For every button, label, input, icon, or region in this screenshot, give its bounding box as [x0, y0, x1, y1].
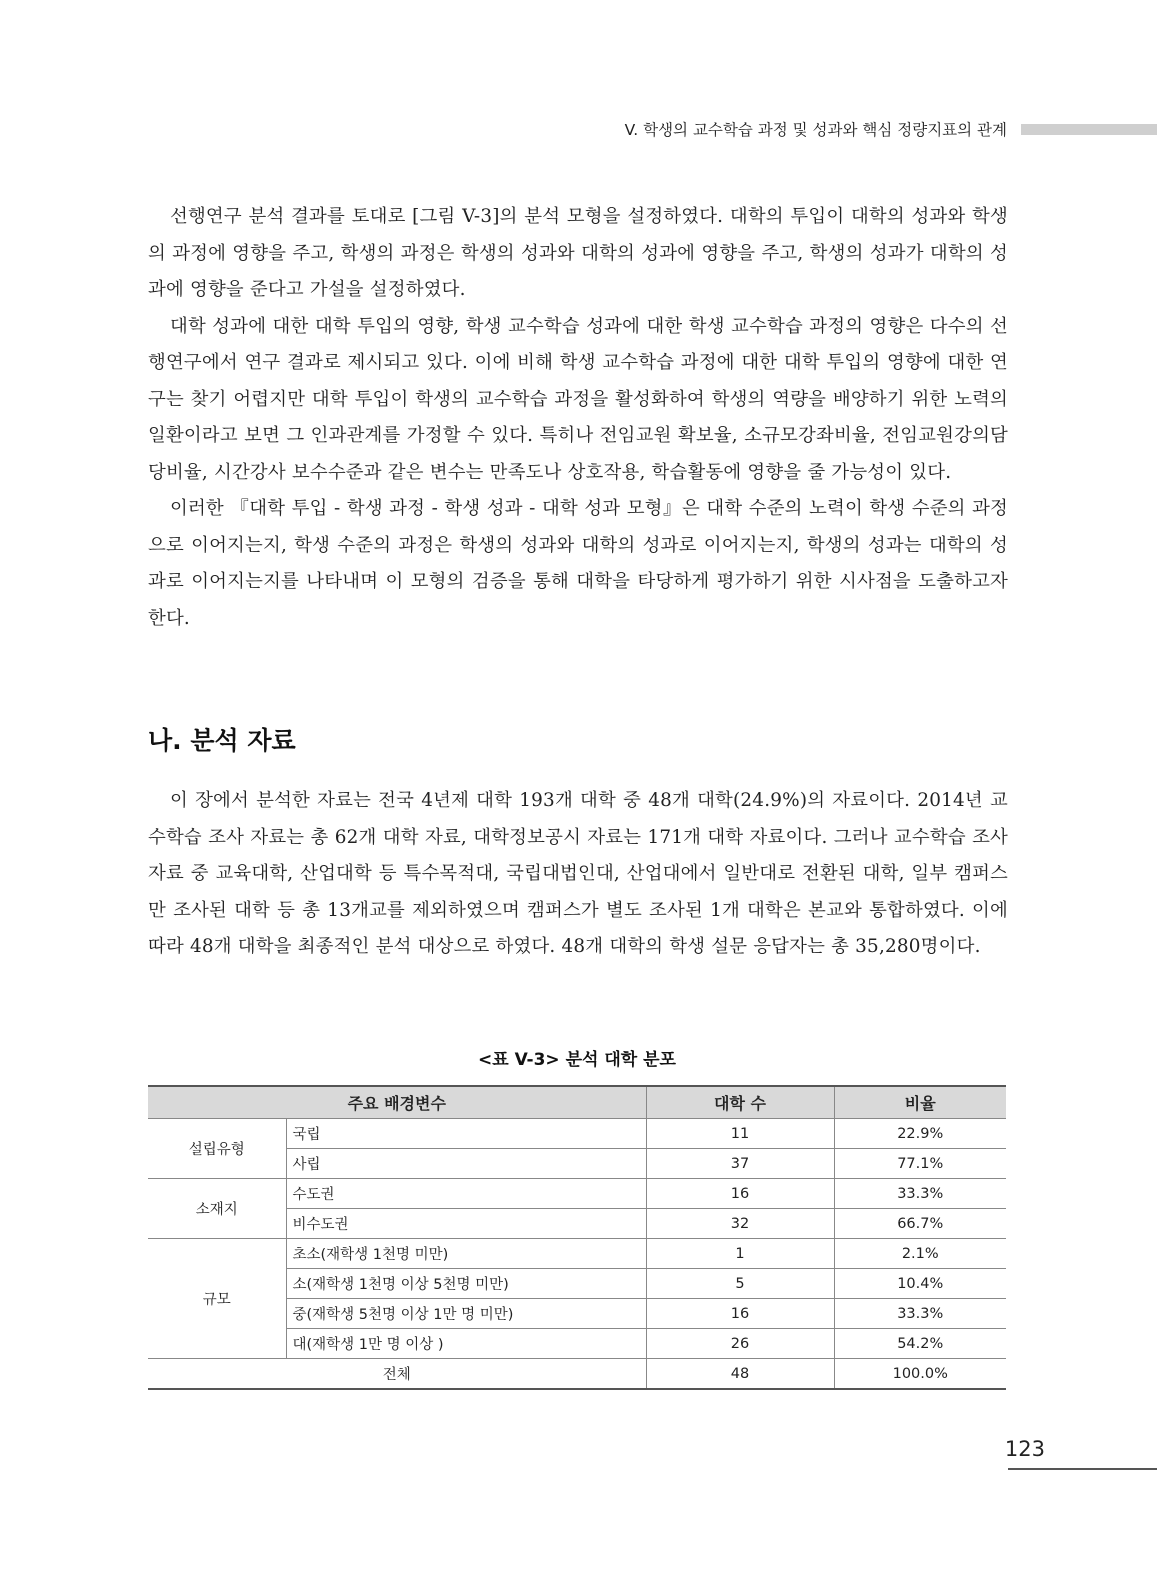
count-cell: 32 [646, 1209, 834, 1239]
table-total-row [148, 1359, 1006, 1390]
count-cell: 11 [646, 1119, 834, 1149]
total-ratio: 100.0% [834, 1359, 1006, 1390]
count-cell: 1 [646, 1239, 834, 1269]
section-body-model [148, 199, 1008, 637]
row-label: 비수도권 [286, 1209, 646, 1239]
column-header: 비율 [834, 1086, 1006, 1119]
column-header: 주요 배경변수 [148, 1086, 646, 1119]
ratio-cell: 22.9% [834, 1119, 1006, 1149]
ratio-cell: 66.7% [834, 1209, 1006, 1239]
group-label: 설립유형 [148, 1119, 286, 1179]
total-count: 48 [646, 1359, 834, 1390]
ratio-cell: 2.1% [834, 1239, 1006, 1269]
table-header-row [148, 1086, 1006, 1119]
page-number: 123 [1004, 1437, 1045, 1461]
paragraph: 이러한 『대학 투입 - 학생 과정 - 학생 성과 - 대학 성과 모형』은 대학 수준의 노력이 학생 수준의 과정으로 이어지는지, 학생 수준의 과정은 학생의 성과와 대학의 성과로 이어지는지, 학생의 성과는 대학의 성과로 이어지는지를 나타내며 이 모형의 검증을 통해 대학을 타당하게 평가하기 위한 시사점을 도출하고자 한다. [148, 498, 1008, 629]
group-label: 규모 [148, 1239, 286, 1359]
row-label: 소(재학생 1천명 이상 5천명 미만) [286, 1269, 646, 1299]
row-label: 사립 [286, 1149, 646, 1179]
paragraph: 대학 성과에 대한 대학 투입의 영향, 학생 교수학습 성과에 대한 학생 교수학습 과정의 영향은 다수의 선행연구에서 연구 결과로 제시되고 있다. 이에 비해 학생 교수학습 과정에 대한 대학 투입의 영향에 대한 연구는 찾기 어렵지만 대학 투입이 학생의 교수학습 과정을 활성화하여 학생의 역량을 배양하기 위한 노력의 일환이라고 보면 그 인과관계를 가정할 수 있다. 특히나 전임교원 확보율, 소규모강좌비율, 전임교원강의담당비율, 시간강사 보수수준과 같은 변수는 만족도나 상호작용, 학습활동에 영향을 줄 가능성이 있다. [148, 315, 1008, 483]
section-heading: 나. 분석 자료 [148, 726, 296, 755]
table-row [148, 1239, 1006, 1269]
section-body-data [148, 783, 1008, 966]
row-label: 초소(재학생 1천명 미만) [286, 1239, 646, 1269]
count-cell: 37 [646, 1149, 834, 1179]
distribution-table [148, 1085, 1006, 1390]
running-header-title: V. 학생의 교수학습 과정 및 성과와 핵심 정량지표의 관계 [624, 121, 1007, 139]
paragraph: 이 장에서 분석한 자료는 전국 4년제 대학 193개 대학 중 48개 대학(24.9%)의 자료이다. 2014년 교수학습 조사 자료는 총 62개 대학 자료, 대학정보공시 자료는 171개 대학 자료이다. 그러나 교수학습 조사 자료 중 교육대학, 산업대학 등 특수목적대, 국립대법인대, 산업대에서 일반대로 전환된 대학, 일부 캠퍼스만 조사된 대학 등 총 13개교를 제외하였으며 캠퍼스가 별도 조사된 1개 대학은 본교와 통합하였다. 이에 따라 48개 대학을 최종적인 분석 대상으로 하였다. 48개 대학의 학생 설문 응답자는 총 35,280명이다. [148, 790, 1008, 957]
count-cell: 26 [646, 1329, 834, 1359]
group-label: 소재지 [148, 1179, 286, 1239]
ratio-cell: 33.3% [834, 1179, 1006, 1209]
table-row [148, 1119, 1006, 1149]
header-bar [1021, 124, 1157, 135]
row-label: 수도권 [286, 1179, 646, 1209]
count-cell: 16 [646, 1179, 834, 1209]
paragraph: 선행연구 분석 결과를 토대로 [그림 V-3]의 분석 모형을 설정하였다. 대학의 투입이 대학의 성과와 학생의 과정에 영향을 주고, 학생의 과정은 학생의 성과와 대학의 성과에 영향을 주고, 학생의 성과가 대학의 성과에 영향을 준다고 가설을 설정하였다. [148, 206, 1008, 300]
table-row [148, 1179, 1006, 1209]
count-cell: 16 [646, 1299, 834, 1329]
ratio-cell: 54.2% [834, 1329, 1006, 1359]
row-label: 중(재학생 5천명 이상 1만 명 미만) [286, 1299, 646, 1329]
row-label: 대(재학생 1만 명 이상 ) [286, 1329, 646, 1359]
running-header [0, 116, 1157, 144]
count-cell: 5 [646, 1269, 834, 1299]
page-number-rule [1008, 1468, 1157, 1470]
ratio-cell: 10.4% [834, 1269, 1006, 1299]
ratio-cell: 33.3% [834, 1299, 1006, 1329]
table-caption: <표 V-3> 분석 대학 분포 [478, 1050, 676, 1070]
ratio-cell: 77.1% [834, 1149, 1006, 1179]
total-label: 전체 [148, 1359, 646, 1390]
row-label: 국립 [286, 1119, 646, 1149]
column-header: 대학 수 [646, 1086, 834, 1119]
